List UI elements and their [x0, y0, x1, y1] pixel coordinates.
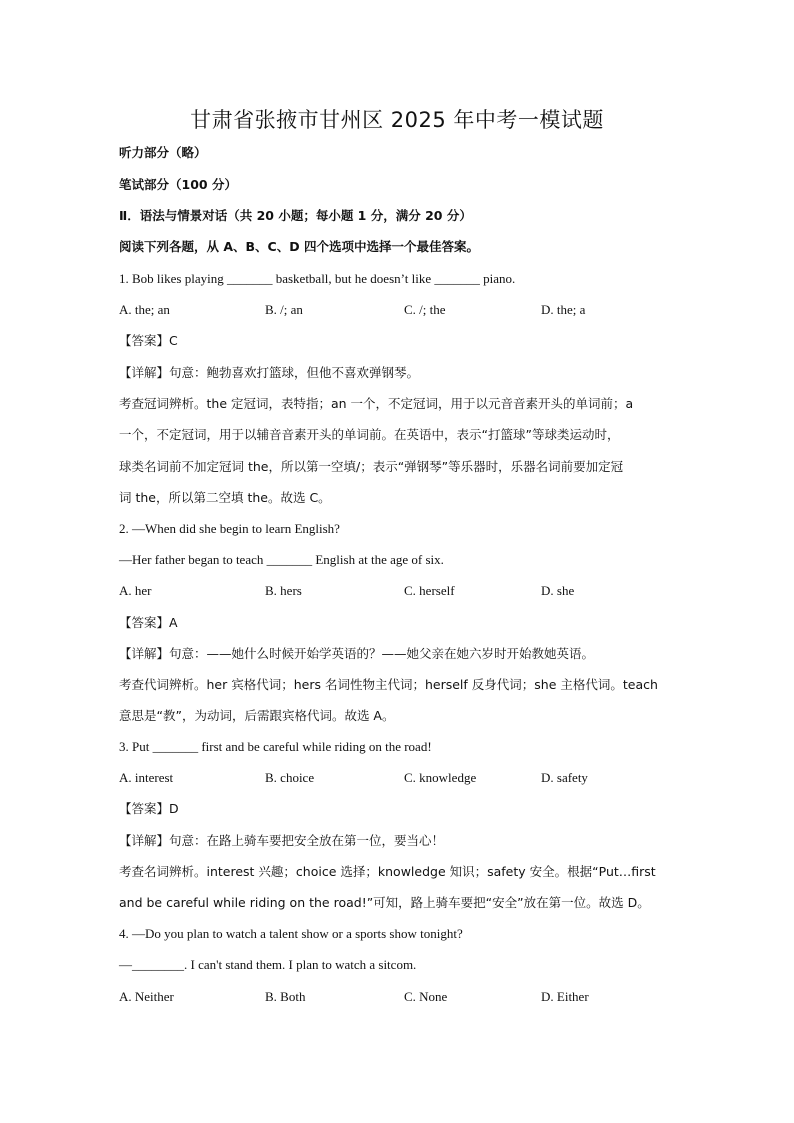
- question-1-explanation-line: 考查冠词辨析。the 定冠词，表特指；an 一个，不定冠词，用于以元音音素开头的单词前；a: [119, 396, 634, 411]
- question-2-option-b: B. hers: [265, 583, 302, 598]
- question-2-option-c: C. herself: [404, 583, 455, 598]
- question-2-explanation-line: 意思是“教”，为动词，后需跟宾格代词。故选 A。: [119, 708, 395, 723]
- question-2-explanation-line: 考查代词辨析。her 宾格代词；hers 名词性物主代词；herself 反身代词；she 主格代词。teach: [119, 677, 658, 692]
- question-1-option-b: B. /; an: [265, 302, 303, 317]
- question-1-option-d: D. the; a: [541, 302, 586, 317]
- question-3-option-b: B. choice: [265, 770, 315, 785]
- question-2-answer: 【答案】A: [119, 615, 178, 630]
- question-2-option-a: A. her: [119, 583, 152, 598]
- question-4-option-a: A. Neither: [119, 989, 174, 1004]
- question-3-option-c: C. knowledge: [404, 770, 477, 785]
- question-3-option-a: A. interest: [119, 770, 174, 785]
- question-1-explanation-line: 【详解】句意：鲍勃喜欢打篮球，但他不喜欢弹钢琴。: [119, 365, 420, 380]
- question-4-option-b: B. Both: [265, 989, 306, 1004]
- question-4-stem: 4. —Do you plan to watch a talent show or a sports show tonight?: [119, 926, 463, 941]
- listening-section-heading: 听力部分（略）: [119, 145, 207, 160]
- question-2-stem: —Her father began to teach _______ English at the age of six.: [119, 552, 444, 567]
- question-1-option-c: C. /; the: [404, 302, 446, 317]
- question-1-explanation-line: 球类名词前不加定冠词 the，所以第一空填/；表示“弹钢琴”等乐器时，乐器名词前要加定冠: [119, 459, 624, 474]
- question-1-stem: 1. Bob likes playing _______ basketball, but he doesn’t like _______ piano.: [119, 271, 516, 286]
- question-1-option-a: A. the; an: [119, 302, 170, 317]
- question-3-explanation-line: 【详解】句意：在路上骑车要把安全放在第一位，要当心！: [119, 833, 445, 848]
- part2-heading: Ⅱ．语法与情景对话（共 20 小题；每小题 1 分，满分 20 分）: [119, 208, 472, 223]
- written-section-heading: 笔试部分（100 分）: [119, 177, 237, 192]
- question-1-answer: 【答案】C: [119, 333, 178, 348]
- question-4-option-c: C. None: [404, 989, 448, 1004]
- question-3-stem: 3. Put _______ first and be careful while riding on the road!: [119, 739, 432, 754]
- question-2-stem: 2. —When did she begin to learn English?: [119, 521, 340, 536]
- page-title: 甘肃省张掖市甘州区 2025 年中考一模试题: [190, 108, 604, 132]
- question-3-answer: 【答案】D: [119, 801, 179, 816]
- question-4-stem: —________. I can't stand them. I plan to watch a sitcom.: [119, 957, 417, 972]
- instruction-text: 阅读下列各题，从 A、B、C、D 四个选项中选择一个最佳答案。: [119, 239, 479, 254]
- question-3-explanation-line: 考查名词辨析。interest 兴趣；choice 选择；knowledge 知识；safety 安全。根据“Put…first: [119, 864, 656, 879]
- question-1-explanation-line: 一个，不定冠词，用于以辅音音素开头的单词前。在英语中，表示“打篮球”等球类运动时，: [119, 427, 620, 442]
- question-1-explanation-line: 词 the，所以第二空填 the。故选 C。: [119, 490, 331, 505]
- question-2-option-d: D. she: [541, 583, 575, 598]
- question-2-explanation-line: 【详解】句意：——她什么时候开始学英语的？——她父亲在她六岁时开始教她英语。: [119, 646, 595, 661]
- question-4-option-d: D. Either: [541, 989, 589, 1004]
- question-3-option-d: D. safety: [541, 770, 588, 785]
- question-3-explanation-line: and be careful while riding on the road!”可知，路上骑车要把“安全”放在第一位。故选 D。: [119, 895, 650, 910]
